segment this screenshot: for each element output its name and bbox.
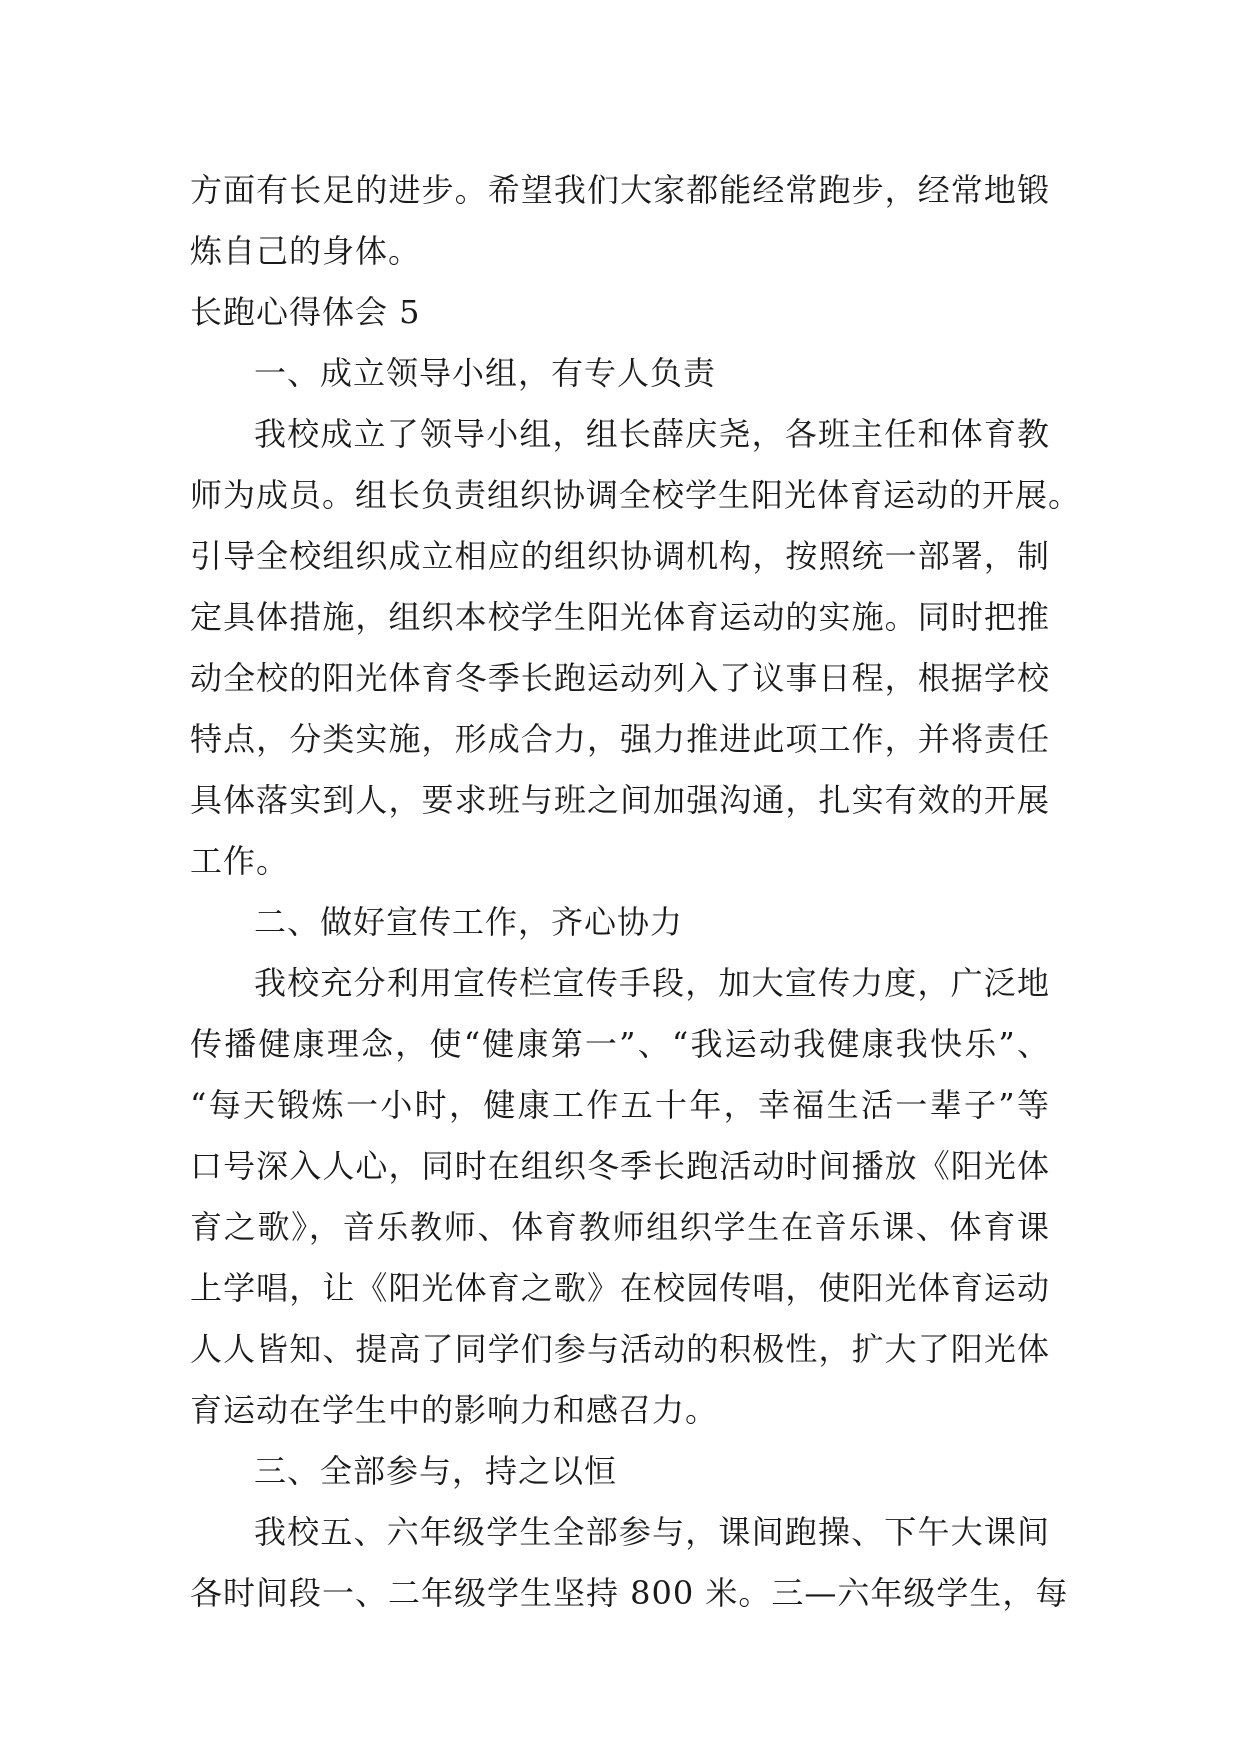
text-line: 动全校的阳光体育冬季长跑运动列入了议事日程，根据学校 xyxy=(190,659,1050,697)
text-line: 我校充分利用宣传栏宣传手段，加大宣传力度，广泛地 xyxy=(254,964,1050,1002)
text-line: 特点，分类实施，形成合力，强力推进此项工作，并将责任 xyxy=(190,720,1050,758)
text-line: 师为成员。组长负责组织协调全校学生阳光体育运动的开展。 xyxy=(190,476,1082,514)
text-line: 三、全部参与，持之以恒 xyxy=(254,1452,618,1490)
text-line: 我校成立了领导小组，组长薛庆尧，各班主任和体育教 xyxy=(254,415,1050,453)
text-line: 炼自己的身体。 xyxy=(190,232,422,270)
text-line: “每天锻炼一小时，健康工作五十年，幸福生活一辈子”等 xyxy=(190,1086,1050,1124)
text-line: 口号深入人心，同时在组织冬季长跑活动时间播放《阳光体 xyxy=(190,1147,1050,1185)
text-line: 定具体措施，组织本校学生阳光体育运动的实施。同时把推 xyxy=(190,598,1050,636)
text-line: 各时间段一、二年级学生坚持 800 米。三—六年级学生，每 xyxy=(190,1574,1069,1612)
text-line: 工作。 xyxy=(190,842,290,880)
text-line: 育之歌》，音乐教师、体育教师组织学生在音乐课、体育课 xyxy=(190,1208,1050,1246)
text-line: 方面有长足的进步。希望我们大家都能经常跑步，经常地锻 xyxy=(190,171,1050,209)
document-body xyxy=(190,160,1082,1624)
text-line: 人人皆知、提高了同学们参与活动的积极性，扩大了阳光体 xyxy=(190,1330,1050,1368)
text-line: 具体落实到人，要求班与班之间加强沟通，扎实有效的开展 xyxy=(190,781,1050,819)
text-line: 长跑心得体会 5 xyxy=(190,293,421,331)
text-line: 我校五、六年级学生全部参与，课间跑操、下午大课间 xyxy=(254,1513,1050,1551)
text-line: 引导全校组织成立相应的组织协调机构，按照统一部署，制 xyxy=(190,537,1050,575)
text-line: 上学唱，让《阳光体育之歌》在校园传唱，使阳光体育运动 xyxy=(190,1269,1050,1307)
text-line: 育运动在学生中的影响力和感召力。 xyxy=(190,1391,719,1429)
text-line: 传播健康理念，使“健康第一”、“我运动我健康我快乐”、 xyxy=(190,1025,1050,1063)
text-line: 一、成立领导小组，有专人负责 xyxy=(254,354,717,392)
text-line: 二、做好宣传工作，齐心协力 xyxy=(254,903,684,941)
